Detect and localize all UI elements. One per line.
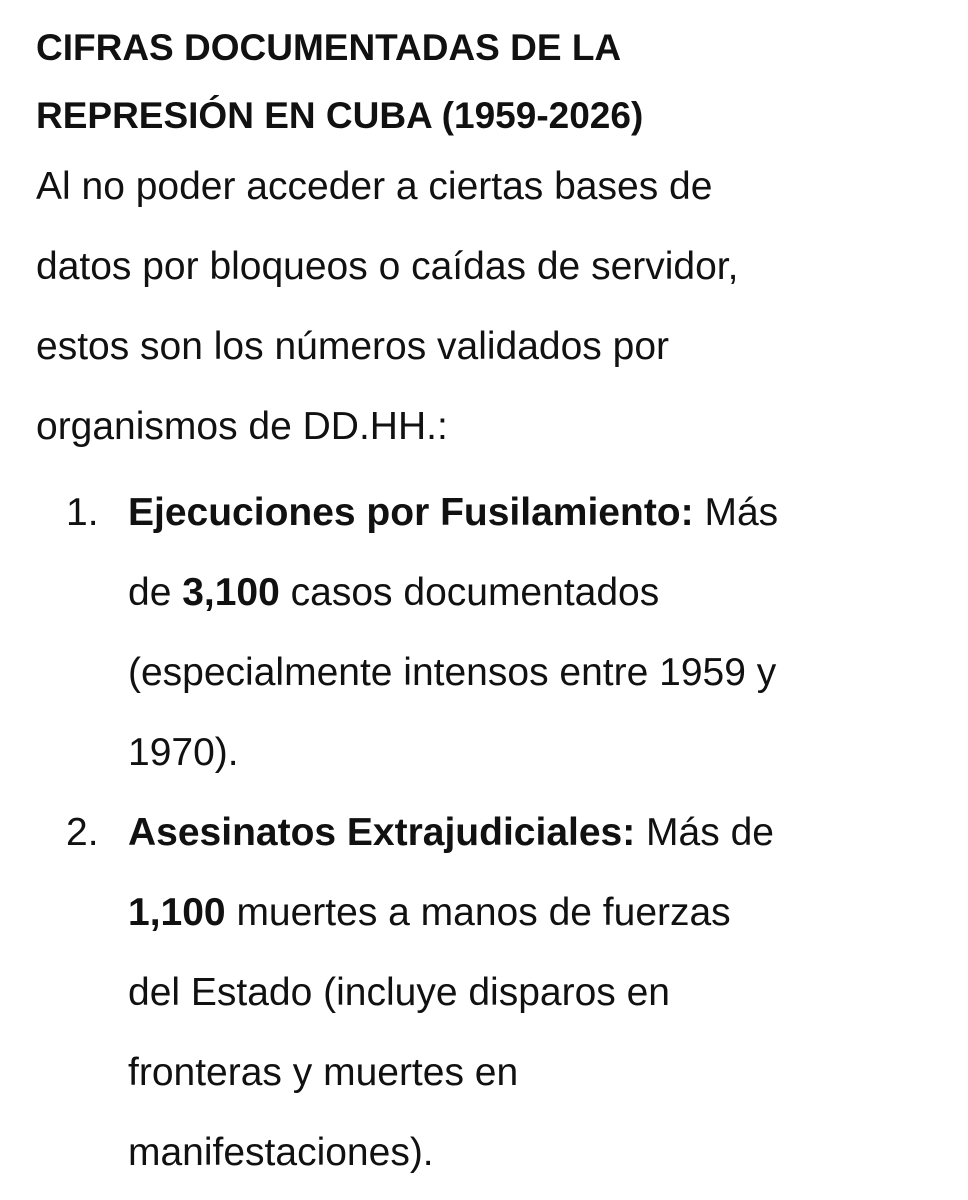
item-line-4: fronteras y muertes en: [128, 1051, 519, 1094]
item-line-3: del Estado (incluye disparos en: [128, 971, 670, 1014]
list-number: 2.: [66, 811, 99, 854]
figures-list: [36, 473, 936, 1193]
item-figure: 1,100: [128, 891, 226, 934]
title-line-2: REPRESIÓN EN CUBA (1959-2026): [36, 95, 644, 136]
item-text: de: [128, 571, 183, 614]
item-line-2: [128, 873, 936, 953]
item-text: muertes a manos de fuerzas: [225, 891, 731, 934]
list-item-executions: [36, 473, 936, 793]
item-line-2: [128, 553, 936, 633]
item-text: Más: [693, 491, 779, 534]
intro-line-3: estos son los números validados por: [36, 325, 670, 368]
item-title: Ejecuciones por Fusilamiento:: [128, 491, 694, 534]
item-line-1: [128, 473, 936, 553]
item-title: Asesinatos Extrajudiciales:: [128, 811, 636, 854]
item-text: Más de: [635, 811, 774, 854]
intro-paragraph: [36, 147, 936, 467]
intro-line-1: Al no poder acceder a ciertas bases de: [36, 165, 713, 208]
title-line-1: CIFRAS DOCUMENTADAS DE LA: [36, 27, 622, 68]
item-text: casos documentados: [279, 571, 660, 614]
list-number: 1.: [66, 491, 99, 534]
item-line-4: 1970).: [128, 731, 239, 774]
item-line-5: manifestaciones).: [128, 1131, 434, 1174]
document: [36, 14, 936, 1193]
item-line-1: [128, 793, 936, 873]
intro-line-4: organismos de DD.HH.:: [36, 405, 448, 448]
item-line-3: (especialmente intensos entre 1959 y: [128, 651, 777, 694]
item-figure: 3,100: [182, 571, 280, 614]
list-item-extrajudicial: [36, 793, 936, 1193]
page-title: [36, 14, 936, 150]
intro-line-2: datos por bloqueos o caídas de servidor,: [36, 245, 739, 288]
